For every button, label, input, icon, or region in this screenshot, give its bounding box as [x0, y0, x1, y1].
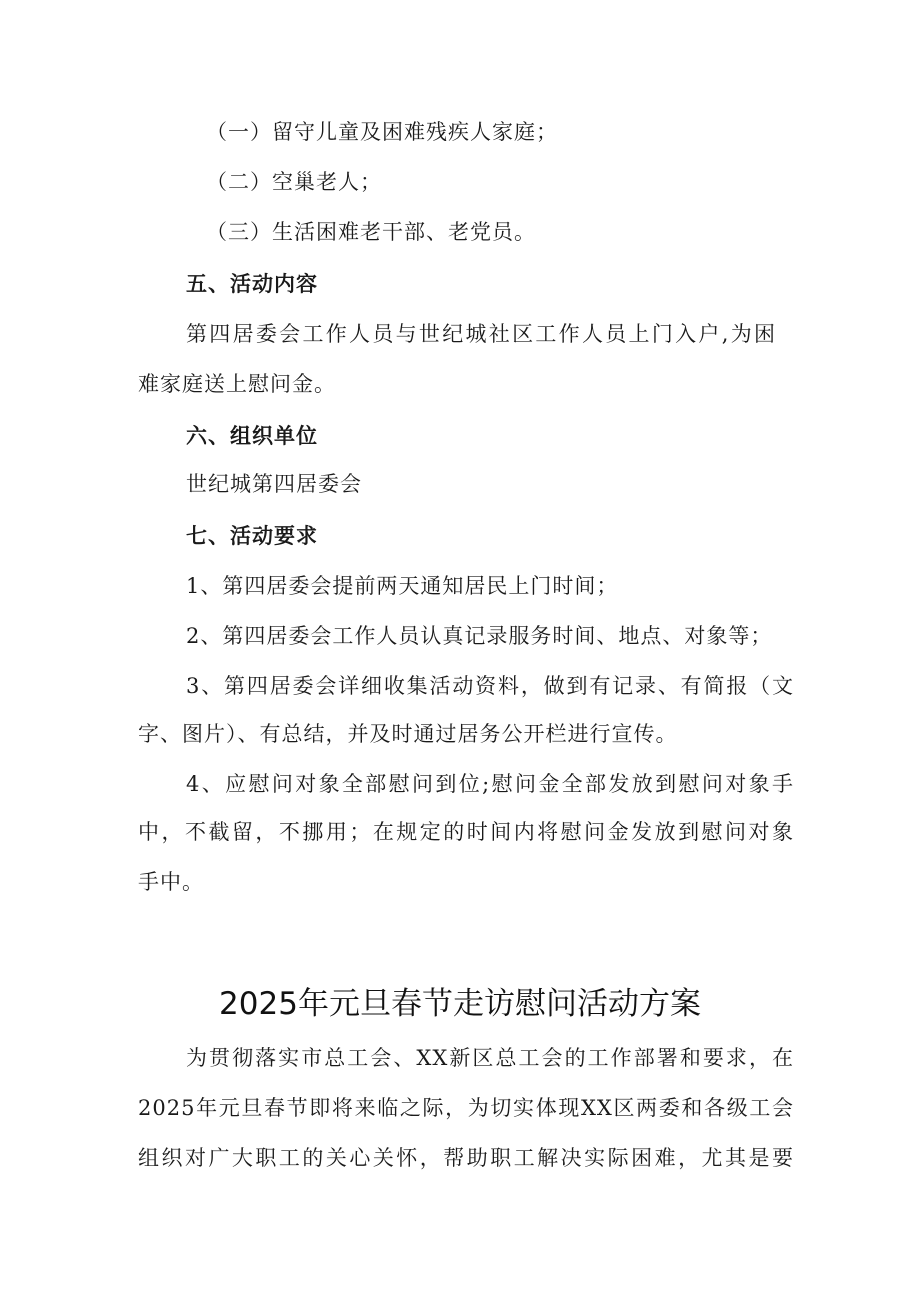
paragraph-line: 组织对广大职工的关心关怀，帮助职工解决实际困难，尤其是要 [138, 1146, 794, 1170]
paragraph-line: 难家庭送上慰问金。 [138, 372, 336, 396]
list-item: （一）留守儿童及困难残疾人家庭； [206, 120, 558, 144]
section-heading-organizer: 六、组织单位 [186, 424, 318, 448]
paragraph-line: 手中。 [138, 870, 204, 894]
section-heading-content: 五、活动内容 [186, 272, 318, 296]
list-item: （三）生活困难老干部、老党员。 [206, 220, 536, 244]
paragraph-line: 4、应慰问对象全部慰问到位;慰问金全部发放到慰问对象手 [186, 772, 794, 796]
paragraph-line: 为贯彻落实市总工会、XX新区总工会的工作部署和要求，在 [186, 1046, 794, 1070]
paragraph-line: 中，不截留，不挪用；在规定的时间内将慰问金发放到慰问对象 [138, 820, 794, 844]
paragraph-line: 2025年元旦春节即将来临之际，为切实体现XX区两委和各级工会 [138, 1096, 794, 1120]
list-item: （二）空巢老人； [206, 170, 382, 194]
paragraph-line: 2、第四居委会工作人员认真记录服务时间、地点、对象等； [186, 624, 773, 648]
paragraph-line: 1、第四居委会提前两天通知居民上门时间； [186, 574, 619, 598]
document-title: 2025年元旦春节走访慰问活动方案 [219, 986, 701, 1022]
paragraph-line: 第四居委会工作人员与世纪城社区工作人员上门入户,为困 [186, 322, 776, 346]
paragraph-line: 世纪城第四居委会 [186, 472, 362, 496]
paragraph-line: 3、第四居委会详细收集活动资料，做到有记录、有简报（文 [186, 674, 794, 698]
paragraph-line: 字、图片）、有总结，并及时通过居务公开栏进行宣传。 [138, 722, 678, 746]
section-heading-requirements: 七、活动要求 [186, 524, 318, 548]
